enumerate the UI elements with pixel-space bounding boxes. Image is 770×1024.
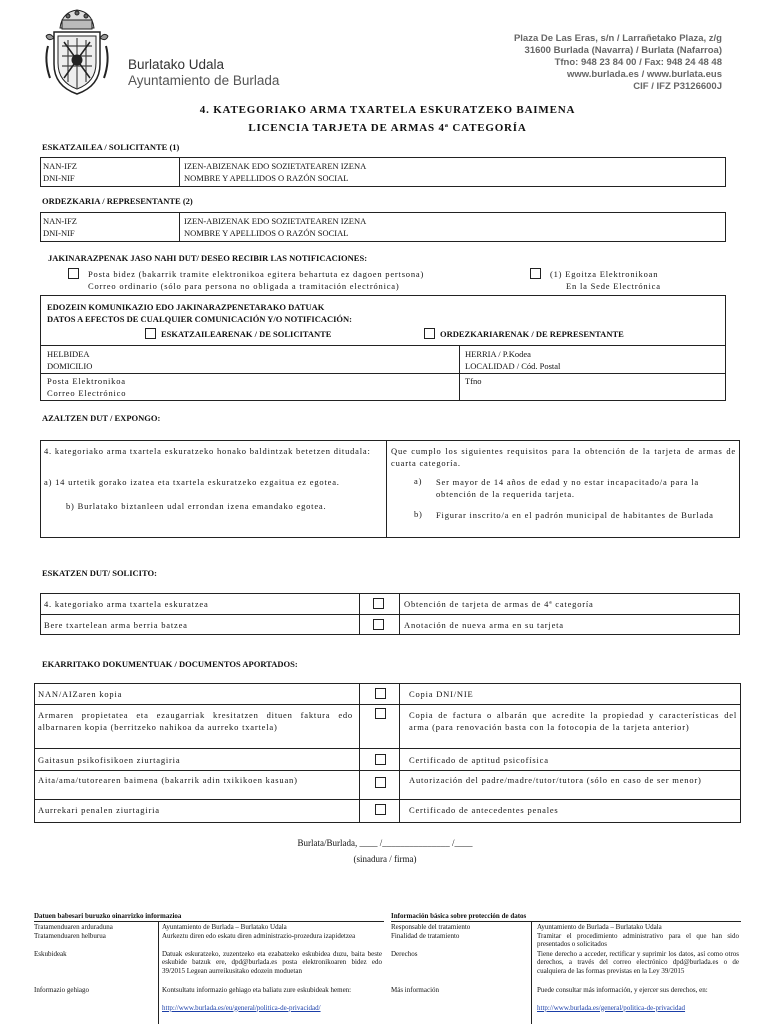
footer-es-label-1: Finalidad de tratamiento (391, 931, 460, 940)
electronic-option-eu: (1) Egoitza Elektronikoan (550, 269, 659, 279)
signature-label: (sinadura / firma) (353, 854, 417, 864)
data-protection-basque-title: Datuen babesari buruzko oinarrizko informazioa (34, 912, 182, 920)
representative-name-label-es: NOMBRE Y APELLIDOS O RAZÓN SOCIAL (184, 228, 349, 238)
representative-name-label-eu: IZEN-ABIZENAK EDO SOZIETATEAREN IZENA (184, 216, 367, 226)
request-obtain-basque: 4. kategoriako arma txartela eskuratzea (44, 599, 209, 609)
address-field[interactable] (47, 348, 455, 372)
doc-id-copy-basque: NAN/AIZaren kopia (38, 689, 123, 699)
electronic-notification-checkbox[interactable] (530, 268, 541, 279)
doc-aptitude-spanish: Certificado de aptitud psicofísica (409, 755, 549, 765)
postal-option-eu: Posta bidez (bakarrik tramite elektronikoa egitera behartuta ez dagoen pertsona) (88, 269, 425, 279)
request-section-title: ESKATZEN DUT/ SOLICITO: (42, 568, 157, 578)
representative-id-label-eu: NAN-IFZ (43, 216, 77, 226)
data-protection-basque (34, 912, 384, 1024)
doc-authorization-spanish: Autorización del padre/madre/tutor/tutora (sólo en caso de ser menor) (409, 775, 702, 785)
footer-es-label-2: Derechos (391, 949, 418, 958)
doc-criminal-record-basque: Aurrekari penalen ziurtagiria (38, 805, 160, 815)
request-annotate-checkbox[interactable] (373, 619, 384, 630)
expose-spanish-letter-a: a) (414, 476, 423, 486)
footer-es-label-3: Más información (391, 985, 440, 994)
applicant-section-title: ESKATZAILEA / SOLICITANTE (1) (42, 142, 180, 152)
footer-eu-value-1: Aurkeztu diren edo eskatu diren administrazio-prozedura izapidetzea (162, 931, 356, 940)
email-label-es: Correo Electrónico (47, 388, 127, 398)
representative-name-field[interactable] (184, 215, 724, 240)
website: www.burlada.es / www.burlata.eus (566, 69, 722, 80)
footer-es-value-3: Puede consultar más información, y ejercer sus derechos, en: (537, 985, 708, 994)
expose-box (40, 440, 740, 538)
applicant-id-label-es: DNI-NIF (43, 173, 75, 183)
applicant-box (40, 157, 726, 187)
date-line[interactable]: Burlata/Burlada, ____ /_______________ /____ (297, 838, 473, 848)
representative-id-label-es: DNI-NIF (43, 228, 75, 238)
expose-basque-intro: 4. kategoriako arma txartela eskuratzeko honako baldintzak betetzen ditudala: (44, 446, 371, 456)
doc-invoice-checkbox[interactable] (375, 708, 386, 719)
electronic-option-es: En la Sede Electrónica (566, 281, 661, 291)
locality-label-es: LOCALIDAD / Cód. Postal (465, 361, 561, 371)
postal-option-es: Correo ordinario (sólo para persona no obligada a tramitación electrónica) (88, 281, 400, 291)
coat-of-arms-icon (42, 6, 112, 98)
contact-data-title-es: DATOS A EFECTOS DE CUALQUIER COMUNICACIÓN Y/O NOTIFICACIÓN: (47, 314, 353, 324)
header-contact (514, 33, 722, 93)
org-name-spanish: Ayuntamiento de Burlada (128, 73, 280, 88)
data-protection-spanish (391, 912, 741, 1024)
request-table (40, 593, 740, 635)
expose-section-title: AZALTZEN DUT / EXPONGO: (42, 413, 161, 423)
footer-es-privacy-link[interactable]: http://www.burlada.es/general/politica-de-privacidad (537, 1003, 686, 1012)
applicant-name-field[interactable] (184, 160, 724, 185)
expose-spanish-requirement-a: Ser mayor de 14 años de edad y no estar incapacitado/a para la obtención de la requerida tarjeta. (436, 477, 699, 499)
applicant-id-field[interactable] (43, 160, 177, 185)
footer-eu-value-2: Datuak eskuratzeko, zuzentzeko eta ezabatzeko eskubidea duzu, baita beste eskubide batzuk ere, dpd@burlada.es posta elektronikoaren bidez edo 39/2015 Legean aurreikusitako edozein moduetan (162, 949, 382, 975)
to-representative-label: ORDEZKARIARENAK / DE REPRESENTANTE (440, 329, 624, 339)
electronic-option-label (550, 268, 661, 292)
address-label-es: DOMICILIO (47, 361, 93, 371)
data-protection-spanish-table (391, 921, 741, 1024)
address-line-2: 31600 Burlada (Navarra) / Burlata (Nafarroa) (524, 45, 722, 56)
phone-field[interactable] (465, 375, 721, 387)
data-protection-spanish-title: Información básica sobre protección de datos (391, 912, 527, 920)
form-title-basque: 4. KATEGORIAKO ARMA TXARTELA ESKURATZEKO BAIMENA (199, 104, 576, 116)
to-applicant-label: ESKATZAILEARENAK / DE SOLICITANTE (161, 329, 332, 339)
footer-es-value-2: Tiene derecho a acceder, rectificar y suprimir los datos, así como otros derechos, a través del correo electrónico dpd@burlada.es o de cualquiera de las formas previstas en la Ley 39/2015 (537, 949, 739, 975)
contact-data-title (47, 301, 352, 325)
doc-criminal-record-checkbox[interactable] (375, 804, 386, 815)
doc-aptitude-checkbox[interactable] (375, 754, 386, 765)
request-obtain-checkbox[interactable] (373, 598, 384, 609)
applicant-name-label-es: NOMBRE Y APELLIDOS O RAZÓN SOCIAL (184, 173, 349, 183)
email-field[interactable] (47, 375, 455, 399)
doc-invoice-spanish: Copia de factura o albarán que acredite la propiedad y características del arma (para renovación basta con la fotocopia de la tarjeta anterior) (409, 710, 737, 732)
address-line-1: Plaza De Las Eras, s/n / Larrañetako Plaza, z/g (513, 33, 722, 44)
representative-section-title: ORDEZKARIA / REPRESENTANTE (2) (42, 196, 193, 206)
expose-spanish-requirement-b: Figurar inscrito/a en el padrón municipal de habitantes de Burlada (436, 510, 714, 520)
phone-fax: Tfno: 948 23 84 00 / Fax: 948 24 48 48 (554, 57, 722, 68)
request-obtain-spanish: Obtención de tarjeta de armas de 4ª categoría (404, 599, 594, 609)
footer-eu-label-2: Eskubideak (34, 949, 67, 958)
applicant-name-label-eu: IZEN-ABIZENAK EDO SOZIETATEAREN IZENA (184, 161, 367, 171)
footer-es-value-0: Ayuntamiento de Burlada – Burlatako Udala (537, 922, 662, 931)
contact-data-box (40, 295, 726, 401)
footer-eu-value-0: Ayuntamiento de Burlada – Burlatako Udala (162, 922, 287, 931)
expose-spanish-letter-b: b) (414, 509, 423, 519)
notifications-title: JAKINARAZPENAK JASO NAHI DUT/ DESEO RECIBIR LAS NOTIFICACIONES: (48, 253, 368, 263)
form-title-spanish: LICENCIA TARJETA DE ARMAS 4ª CATEGORÍA (248, 122, 527, 134)
footer-eu-value-3: Kontsultatu informazio gehiago eta baliatu zure eskubideak hemen: (162, 985, 352, 994)
doc-id-copy-checkbox[interactable] (375, 688, 386, 699)
documents-section-title: EKARRITAKO DOKUMENTUAK / DOCUMENTOS APORTADOS: (42, 659, 298, 669)
email-label-eu: Posta Elektronikoa (47, 376, 126, 386)
footer-eu-label-1: Tratamenduaren helburua (34, 931, 106, 940)
doc-authorization-basque: Aita/ama/tutorearen baimena (bakarrik adin txikikoen kasuan) (38, 775, 298, 785)
to-applicant-checkbox[interactable] (145, 328, 156, 339)
representative-id-field[interactable] (43, 215, 177, 240)
footer-es-value-1: Tramitar el procedimiento administrativo para el que han sido presentados o solicitados (537, 931, 739, 949)
representative-box (40, 212, 726, 242)
postal-option-label (88, 268, 424, 292)
cif-number: CIF / IFZ P3126600J (633, 81, 722, 92)
postal-notification-checkbox[interactable] (68, 268, 79, 279)
address-label-eu: HELBIDEA (47, 349, 90, 359)
phone-label: Tfno (465, 376, 482, 386)
expose-basque-requirement-b: b) Burlatako biztanleen udal errondan izena emandako egotea. (66, 501, 327, 511)
to-representative-checkbox[interactable] (424, 328, 435, 339)
town-label-eu: HERRIA / P.Kodea (465, 349, 531, 359)
org-name-basque: Burlatako Udala (128, 57, 225, 72)
data-protection-basque-table (34, 921, 384, 1024)
doc-authorization-checkbox[interactable] (375, 777, 386, 788)
documents-table (34, 683, 741, 823)
doc-criminal-record-spanish: Certificado de antecedentes penales (409, 805, 559, 815)
expose-spanish-intro: Que cumplo los siguientes requisitos para la obtención de la tarjeta de armas de cuarta categoría. (391, 446, 736, 468)
doc-invoice-basque: Armaren propietatea eta ezaugarriak kresitatzen dituen faktura edo albarnaren kopia (berritzeko nahikoa da aurreko txartela) (38, 710, 353, 732)
applicant-id-label-eu: NAN-IFZ (43, 161, 77, 171)
footer-eu-label-0: Tratamenduaren arduraduna (34, 922, 113, 931)
doc-id-copy-spanish: Copia DNI/NIE (409, 689, 474, 699)
town-field[interactable] (465, 348, 721, 372)
contact-data-title-eu: EDOZEIN KOMUNIKAZIO EDO JAKINARAZPENETARAKO DATUAK (47, 302, 325, 312)
request-annotate-spanish: Anotación de nueva arma en su tarjeta (404, 620, 564, 630)
expose-basque-requirement-a: a) 14 urtetik gorako izatea eta txartela eskuratzeko ezgaitua ez egotea. (44, 477, 340, 487)
footer-eu-privacy-link[interactable]: http://www.burlada.es/eu/general/politica-de-privacidad/ (162, 1003, 321, 1012)
footer-eu-label-3: Informazio gehiago (34, 985, 90, 994)
doc-aptitude-basque: Gaitasun psikofisikoen ziurtagiria (38, 755, 181, 765)
footer-es-label-0: Responsable del tratamiento (391, 922, 471, 931)
request-annotate-basque: Bere txartelean arma berria batzea (44, 620, 188, 630)
coat-of-arms-logo (42, 6, 112, 98)
